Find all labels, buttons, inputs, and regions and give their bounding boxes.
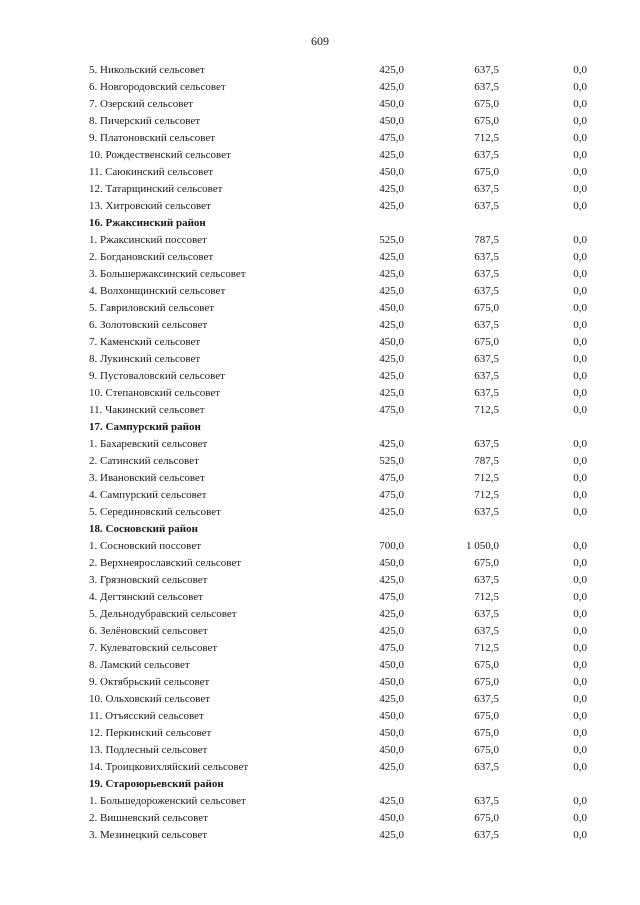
value-column-2: 637,5 [474,149,499,161]
value-column-2: 675,0 [474,166,499,178]
settlement-name: 5. Никольский сельсовет [89,64,205,76]
value-column-1: 475,0 [379,132,404,144]
settlement-name: 3. Ивановский сельсовет [89,472,205,484]
table-row [0,232,640,249]
value-column-1: 475,0 [379,472,404,484]
value-column-1: 450,0 [379,115,404,127]
table-row [0,334,640,351]
value-column-2: 637,5 [474,438,499,450]
table-row [0,453,640,470]
settlement-name: 2. Богдановский сельсовет [89,251,214,263]
value-column-2: 675,0 [474,557,499,569]
table-row [0,470,640,487]
value-column-1: 475,0 [379,591,404,603]
value-column-2: 637,5 [474,64,499,76]
table-row [0,62,640,79]
value-column-2: 637,5 [474,795,499,807]
table-row [0,113,640,130]
value-column-2: 637,5 [474,829,499,841]
value-column-3: 0,0 [573,268,587,280]
value-column-2: 675,0 [474,302,499,314]
value-column-2: 712,5 [474,132,499,144]
value-column-3: 0,0 [573,387,587,399]
table-row [0,96,640,113]
settlement-name: 4. Волхонщинский сельсовет [89,285,226,297]
value-column-3: 0,0 [573,693,587,705]
settlement-name: 3. Мезинецкий сельсовет [89,829,208,841]
value-column-1: 425,0 [379,438,404,450]
value-column-1: 525,0 [379,455,404,467]
table-row [0,385,640,402]
table-row [0,300,640,317]
value-column-3: 0,0 [573,727,587,739]
value-column-3: 0,0 [573,353,587,365]
value-column-2: 712,5 [474,591,499,603]
value-column-3: 0,0 [573,64,587,76]
table-row [0,589,640,606]
settlement-name: 12. Перкинский сельсовет [89,727,212,739]
value-column-1: 425,0 [379,574,404,586]
value-column-1: 425,0 [379,285,404,297]
value-column-3: 0,0 [573,234,587,246]
table-row [0,572,640,589]
value-column-3: 0,0 [573,285,587,297]
district-header-row [0,419,640,436]
value-column-1: 425,0 [379,693,404,705]
table-row [0,657,640,674]
value-column-1: 425,0 [379,200,404,212]
district-header-row [0,521,640,538]
table-row [0,436,640,453]
value-column-3: 0,0 [573,81,587,93]
settlement-name: 13. Подлесный сельсовет [89,744,208,756]
district-title: 19. Староюрьевский район [89,778,224,790]
settlement-name: 8. Пичерский сельсовет [89,115,201,127]
value-column-1: 450,0 [379,744,404,756]
value-column-1: 425,0 [379,149,404,161]
value-column-1: 425,0 [379,608,404,620]
value-column-1: 450,0 [379,659,404,671]
value-column-2: 1 050,0 [466,540,499,552]
settlement-name: 2. Верхнеярославский сельсовет [89,557,242,569]
value-column-2: 637,5 [474,251,499,263]
district-title: 18. Сосновский район [89,523,198,535]
settlement-name: 6. Новгородовский сельсовет [89,81,226,93]
value-column-2: 712,5 [474,489,499,501]
value-column-3: 0,0 [573,506,587,518]
settlement-name: 1. Сосновский поссовет [89,540,202,552]
value-column-1: 525,0 [379,234,404,246]
value-column-3: 0,0 [573,166,587,178]
value-column-2: 637,5 [474,387,499,399]
value-column-3: 0,0 [573,472,587,484]
settlement-name: 7. Каменский сельсовет [89,336,201,348]
table-row [0,402,640,419]
value-column-3: 0,0 [573,829,587,841]
district-title: 16. Ржаксинский район [89,217,206,229]
value-column-2: 675,0 [474,727,499,739]
value-column-3: 0,0 [573,642,587,654]
value-column-2: 637,5 [474,574,499,586]
value-column-2: 637,5 [474,285,499,297]
settlement-name: 5. Дельнодубравский сельсовет [89,608,237,620]
value-column-3: 0,0 [573,183,587,195]
value-column-1: 425,0 [379,268,404,280]
value-column-3: 0,0 [573,710,587,722]
settlement-name: 6. Золотовский сельсовет [89,319,208,331]
value-column-2: 712,5 [474,472,499,484]
value-column-1: 425,0 [379,81,404,93]
settlement-name: 11. Чакинский сельсовет [89,404,205,416]
table-row [0,130,640,147]
table-row [0,606,640,623]
value-column-3: 0,0 [573,336,587,348]
value-column-3: 0,0 [573,438,587,450]
value-column-3: 0,0 [573,98,587,110]
table-row [0,164,640,181]
table-row [0,538,640,555]
settlement-name: 9. Пустоваловский сельсовет [89,370,225,382]
value-column-3: 0,0 [573,370,587,382]
district-header-row [0,215,640,232]
value-column-2: 637,5 [474,183,499,195]
value-column-2: 637,5 [474,81,499,93]
value-column-2: 675,0 [474,115,499,127]
value-column-3: 0,0 [573,761,587,773]
value-column-1: 425,0 [379,761,404,773]
settlement-name: 5. Гавриловский сельсовет [89,302,215,314]
value-column-2: 675,0 [474,676,499,688]
value-column-2: 637,5 [474,268,499,280]
value-column-1: 425,0 [379,387,404,399]
settlement-name: 8. Ламский сельсовет [89,659,190,671]
table-row [0,555,640,572]
value-column-1: 450,0 [379,302,404,314]
value-column-1: 450,0 [379,812,404,824]
settlement-name: 4. Дегтянский сельсовет [89,591,203,603]
value-column-3: 0,0 [573,149,587,161]
value-column-3: 0,0 [573,795,587,807]
value-column-2: 675,0 [474,710,499,722]
value-column-1: 450,0 [379,557,404,569]
settlement-name: 10. Степановский сельсовет [89,387,221,399]
settlement-name: 10. Рождественский сельсовет [89,149,231,161]
district-title: 17. Сампурский район [89,421,201,433]
table-row [0,810,640,827]
settlement-name: 8. Лукинский сельсовет [89,353,201,365]
settlement-name: 2. Вишневский сельсовет [89,812,208,824]
value-column-1: 700,0 [379,540,404,552]
value-column-2: 637,5 [474,506,499,518]
value-column-3: 0,0 [573,251,587,263]
table-row [0,147,640,164]
value-column-1: 475,0 [379,489,404,501]
value-column-3: 0,0 [573,115,587,127]
settlement-name: 5. Серединовский сельсовет [89,506,221,518]
settlement-name: 1. Ржаксинский поссовет [89,234,207,246]
table-row [0,691,640,708]
table-row [0,640,640,657]
value-column-3: 0,0 [573,404,587,416]
settlement-name: 1. Большедороженский сельсовет [89,795,246,807]
value-column-3: 0,0 [573,625,587,637]
value-column-1: 450,0 [379,98,404,110]
value-column-2: 675,0 [474,744,499,756]
value-column-1: 425,0 [379,795,404,807]
table-row [0,623,640,640]
settlement-name: 11. Отъясский сельсовет [89,710,204,722]
settlement-name: 13. Хитровский сельсовет [89,200,211,212]
value-column-3: 0,0 [573,540,587,552]
value-column-2: 637,5 [474,319,499,331]
value-column-2: 637,5 [474,200,499,212]
value-column-2: 787,5 [474,455,499,467]
table-row [0,793,640,810]
table-row [0,708,640,725]
value-column-3: 0,0 [573,489,587,501]
value-column-1: 425,0 [379,829,404,841]
value-column-3: 0,0 [573,200,587,212]
value-column-1: 475,0 [379,642,404,654]
settlement-name: 3. Большержаксинский сельсовет [89,268,246,280]
table-row [0,181,640,198]
table-row [0,504,640,521]
table-row [0,249,640,266]
settlement-name: 2. Сатинский сельсовет [89,455,199,467]
value-column-3: 0,0 [573,608,587,620]
value-column-1: 425,0 [379,506,404,518]
value-column-3: 0,0 [573,574,587,586]
table-row [0,198,640,215]
value-column-2: 675,0 [474,336,499,348]
value-column-3: 0,0 [573,132,587,144]
value-column-1: 425,0 [379,370,404,382]
value-column-3: 0,0 [573,812,587,824]
value-column-2: 637,5 [474,761,499,773]
table-row [0,283,640,300]
value-column-2: 637,5 [474,625,499,637]
settlement-name: 1. Бахаревский сельсовет [89,438,208,450]
value-column-3: 0,0 [573,319,587,331]
value-column-2: 675,0 [474,812,499,824]
value-column-2: 637,5 [474,353,499,365]
table-row [0,351,640,368]
value-column-2: 675,0 [474,659,499,671]
value-column-1: 425,0 [379,251,404,263]
value-column-1: 425,0 [379,353,404,365]
table-row [0,79,640,96]
value-column-1: 425,0 [379,64,404,76]
value-column-3: 0,0 [573,557,587,569]
allocation-table [0,62,640,844]
value-column-1: 450,0 [379,336,404,348]
table-row [0,317,640,334]
value-column-3: 0,0 [573,659,587,671]
value-column-2: 637,5 [474,693,499,705]
settlement-name: 6. Зелёновский сельсовет [89,625,208,637]
settlement-name: 12. Татарщинский сельсовет [89,183,223,195]
settlement-name: 4. Сампурский сельсовет [89,489,207,501]
table-row [0,674,640,691]
value-column-2: 637,5 [474,608,499,620]
value-column-3: 0,0 [573,591,587,603]
value-column-3: 0,0 [573,676,587,688]
table-row [0,266,640,283]
settlement-name: 9. Октябрьский сельсовет [89,676,210,688]
value-column-1: 425,0 [379,319,404,331]
settlement-name: 11. Саюкинский сельсовет [89,166,214,178]
district-header-row [0,776,640,793]
table-row [0,759,640,776]
settlement-name: 3. Грязновский сельсовет [89,574,208,586]
settlement-name: 9. Платоновский сельсовет [89,132,216,144]
value-column-3: 0,0 [573,302,587,314]
page-number: 609 [311,34,329,48]
settlement-name: 10. Ольховский сельсовет [89,693,211,705]
value-column-1: 475,0 [379,404,404,416]
value-column-1: 425,0 [379,625,404,637]
value-column-3: 0,0 [573,455,587,467]
value-column-2: 637,5 [474,370,499,382]
settlement-name: 14. Троицковихляйский сельсовет [89,761,249,773]
settlement-name: 7. Озерский сельсовет [89,98,194,110]
table-row [0,742,640,759]
table-row [0,725,640,742]
value-column-1: 450,0 [379,676,404,688]
value-column-2: 712,5 [474,642,499,654]
value-column-1: 450,0 [379,710,404,722]
value-column-1: 450,0 [379,166,404,178]
settlement-name: 7. Кулеватовский сельсовет [89,642,218,654]
table-row [0,827,640,844]
value-column-2: 787,5 [474,234,499,246]
value-column-2: 712,5 [474,404,499,416]
table-row [0,487,640,504]
value-column-3: 0,0 [573,744,587,756]
value-column-1: 425,0 [379,183,404,195]
value-column-2: 675,0 [474,98,499,110]
table-row [0,368,640,385]
value-column-1: 450,0 [379,727,404,739]
